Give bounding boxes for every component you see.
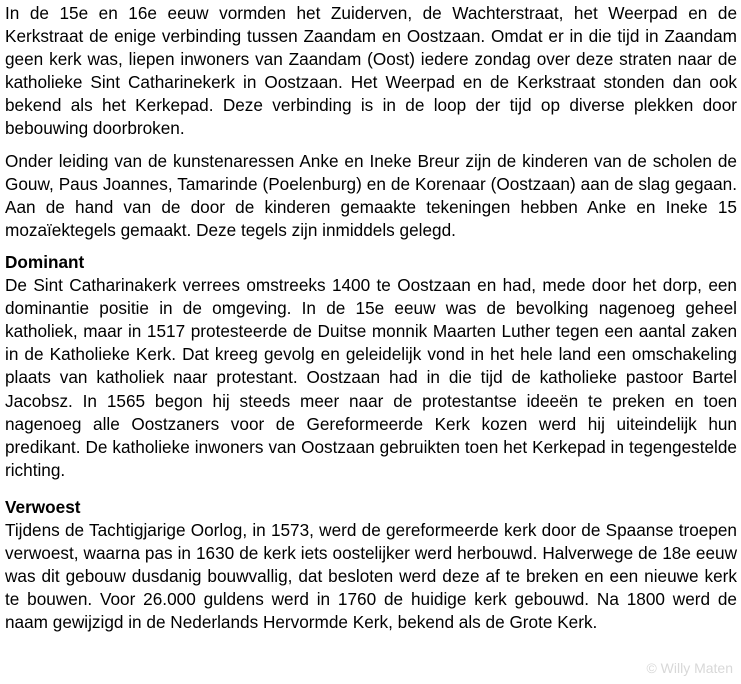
section-heading: Dominant [5,251,85,272]
section-dominant [5,251,737,482]
section-heading: Verwoest [5,496,81,517]
intro-paragraph: In de 15e en 16e eeuw vormden het Zuiderven, de Wachterstraat, het Weerpad en de Kerkstraat de enige verbinding tussen Zaandam en Oostzaan. Omdat er in die tijd in Zaandam geen kerk was, liepen inwoners van Zaandam (Oost) iedere zondag over deze straten naar de katholieke Sint Catharinekerk in Oostzaan. Het Weerpad en de Kerkstraat stonden dan ook bekend als het Kerkepad. Deze verbinding is in de loop der tijd op diverse plekken door bebouwing doorbroken. [5,3,737,139]
section-verwoest [5,496,737,635]
section-body: Tijdens de Tachtigjarige Oorlog, in 1573, werd de gereformeerde kerk door de Spaanse troepen verwoest, waarna pas in 1630 de kerk iets oostelijker werd herbouwd. Halverwege de 18e eeuw was dit gebouw dusdanig bouwvallig, dat besloten werd deze af te breken en een nieuwe kerk te bouwen. Voor 26.000 guldens werd in 1760 de huidige kerk gebouwd. Na 1800 werd de naam gewijzigd in de Nederlands Hervormde Kerk, bekend als de Grote Kerk. [5,519,737,633]
section-body: De Sint Catharinakerk verrees omstreeks 1400 te Oostzaan en had, mede door het dorp, een dominantie positie in de omgeving. In de 15e eeuw was de bevolking nagenoeg geheel katholiek, maar in 1517 protesteerde de Duitse monnik Maarten Luther tegen een aantal zaken in de Katholieke Kerk. Dat kreeg gevolg en geleidelijk vond in het hele land een omschakeling plaats van katholiek naar protestant. Oostzaan had in die tijd de katholieke pastoor Bartel Jacobsz. In 1565 begon hij steeds meer naar de protestantse ideeën te preken en toen nagenoeg alle Oostzaners voor de Gereformeerde Kerk kozen werd hij uiteindelijk hun predikant. De katholieke inwoners van Oostzaan gebruikten toen het Kerkepad in tegengestelde richting. [5,275,737,480]
copyright-watermark: © Willy Maten [646,660,733,676]
intro-paragraph: Onder leiding van de kunstenaressen Anke en Ineke Breur zijn de kinderen van de scholen de Gouw, Paus Joannes, Tamarinde (Poelenburg) en de Korenaar (Oostzaan) aan de slag gegaan. Aan de hand van de door de kinderen gemaakte tekeningen hebben Anke en Ineke 15 mozaïektegels gemaakt. Deze tegels zijn inmiddels gelegd. [5,150,737,240]
